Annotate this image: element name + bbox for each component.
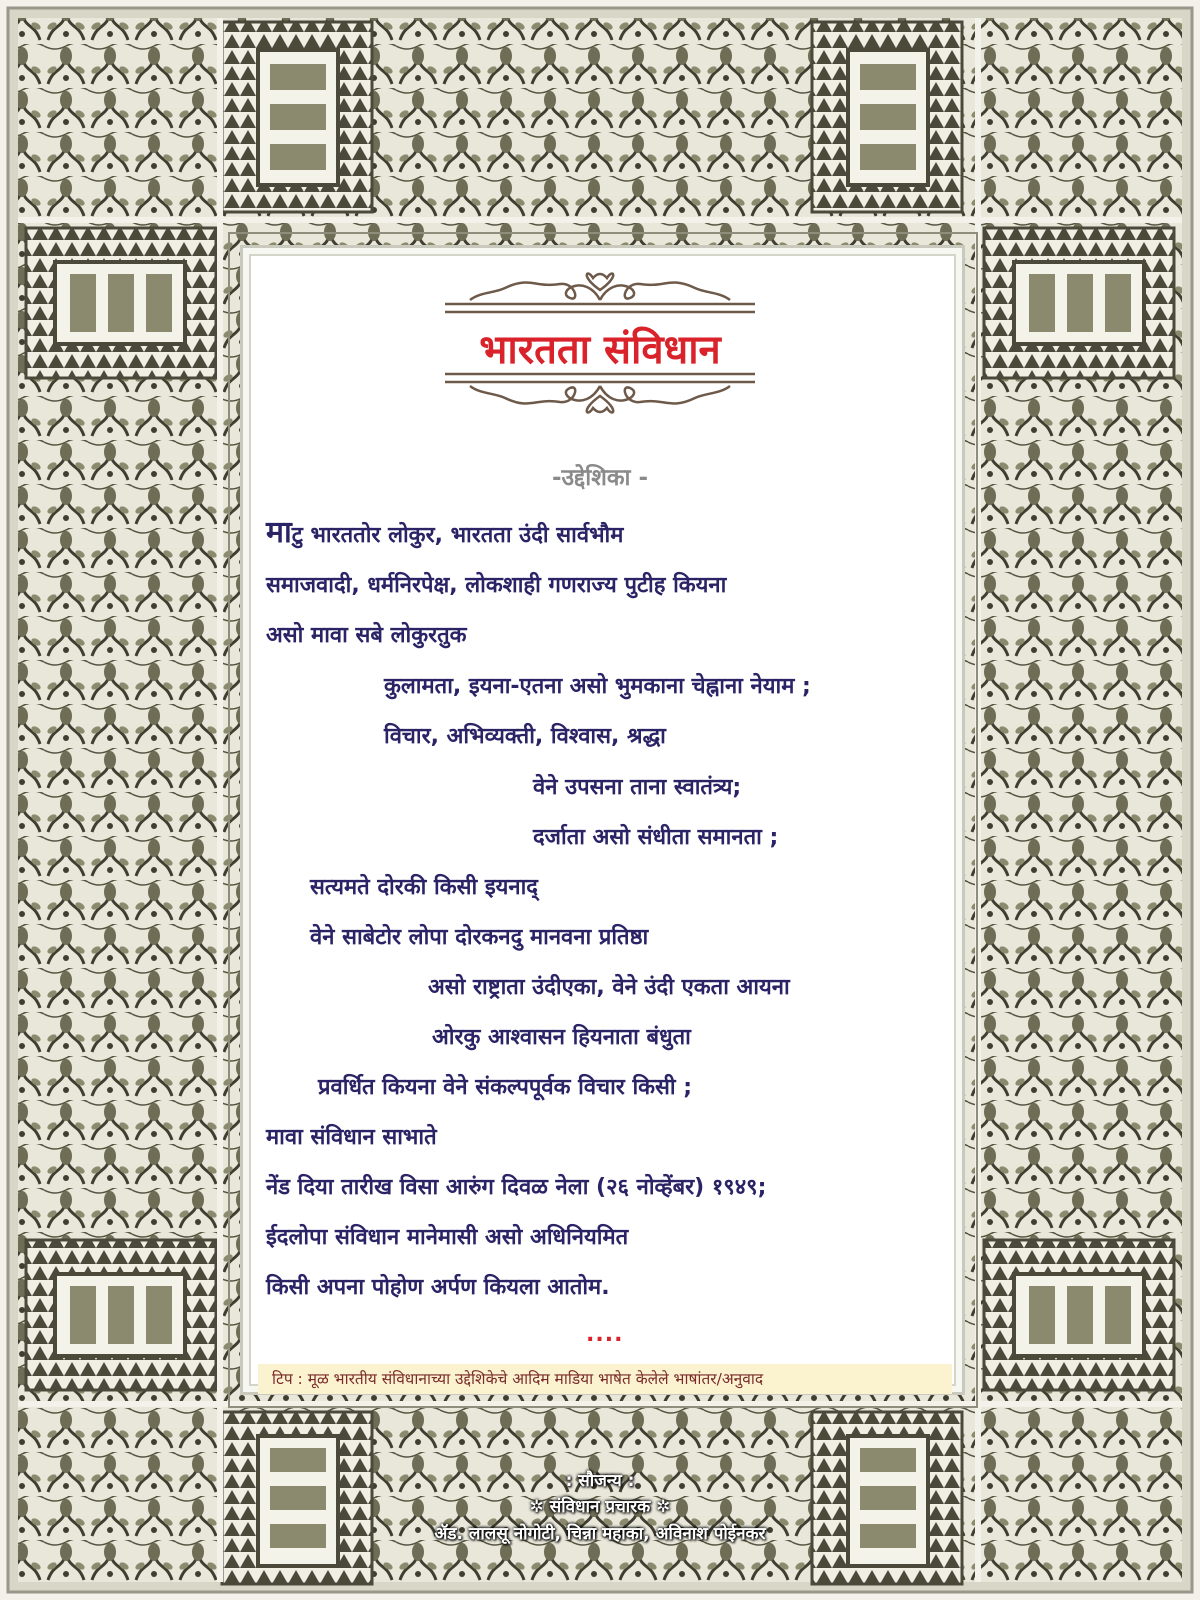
preamble-line-5: विचार, अभिव्यक्ती, विश्वास, श्रद्धा [384,724,666,749]
preamble-line-8: सत्यमते दोरकी किसी इयनाद् [310,875,538,900]
preamble-line-1-text: टु भारततोर लोकुर, भारतता उंदी सार्वभौम [291,523,624,548]
section-subtitle: -उद्देशिका - [551,465,649,491]
preamble-line-2: समाजवादी, धर्मनिरपेक्ष, लोकशाही गणराज्य पुटीह कियना [266,573,727,598]
preamble-line-12: प्रवर्धित कियना वेने संकल्पपूर्वक विचार किसी ; [318,1075,693,1100]
document-title: भारतता संविधान [479,327,721,373]
credits-names: ॲड. लालसू नोगोटी, चिन्ना महाका, अविनाश पोईनकर [434,1524,766,1544]
preamble-line-7: दर्जाता असो संधीता समानता ; [533,825,779,850]
preamble-line-10: असो राष्ट्राता उंदीएका, वेने उंदी एकता आयना [428,975,790,1000]
drop-cap: मा [266,515,292,550]
preamble-line-4: कुलामता, इयना-एतना असो भुमकाना चेह्नाना नेयाम ; [384,674,811,699]
preamble-line-6: वेने उपसना ताना स्वातंत्र्य; [533,775,742,800]
preamble-line-15: ईदलोपा संविधान मानेमासी असो अधिनियमित [266,1225,629,1250]
preamble-line-9: वेने साबेटोर लोपा दोरकनदु मानवना प्रतिष्ठा [310,925,649,950]
credits-label: : सौजन्य : [565,1471,635,1491]
preamble-line-11: ओरकु आश्वासन हियनाता बंधुता [432,1025,691,1050]
ending-dots: .... [586,1322,624,1347]
preamble-line-14: नेंड दिया तारीख विसा आरुंग दिवळ नेला (२६ नोव्हेंबर) १९४९; [266,1175,767,1200]
translation-note: टिप : मूळ भारतीय संविधानाच्या उद्देशिकेचे आदिम माडिया भाषेत केलेले भाषांतर/अनुवाद [272,1370,764,1388]
credits-role: ✲ संविधान प्रचारक ✲ [529,1497,671,1517]
preamble-line-1 [266,515,624,551]
preamble-line-3: असो मावा सबे लोकुरतुक [266,623,467,648]
preamble-line-16: किसी अपना पोहोण अर्पण कियला आतोम. [266,1275,610,1300]
preamble-line-13: मावा संविधान साभाते [266,1125,437,1150]
